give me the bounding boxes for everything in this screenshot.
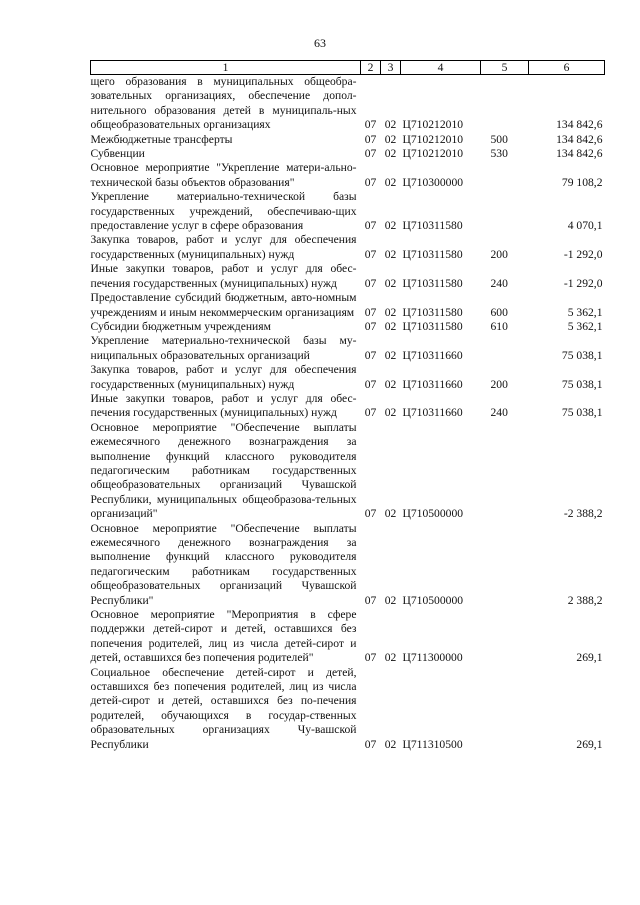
table-row [91,666,605,752]
row-section: 07 [364,219,377,233]
table-row [91,522,605,608]
row-section: 07 [364,305,377,319]
row-amount: 5 362,1 [567,305,603,319]
row-target-code: Ц710500000 [402,507,464,521]
row-name: Субвенции [90,147,145,161]
row-subsection: 02 [384,219,397,233]
row-amount: 269,1 [576,651,603,665]
row-amount: 134 842,6 [556,147,603,161]
row-target-code: Ц710311660 [402,377,463,391]
row-subsection: 02 [384,406,397,420]
row-name: Субсидии бюджетным учреждениям [90,319,271,333]
row-amount: 75 038,1 [561,377,603,391]
row-name: Основное мероприятие "Обеспечение выплаты ежемесячного денежного вознаграждения за выполнение функций классного руководителя педагогическим работникам государственных общеобразовательных организаций Чувашской Республики, муниципальных общеобразова-тельных организаций" [90,420,357,521]
row-name: Социальное обеспечение детей-сирот и детей, оставшихся без попечения родителей, лиц из числа детей-сирот и детей, оставшихся без по-печения родителей, обучающихся в государ-ственных образовательных организациях Чу-вашской Республики [90,665,357,751]
row-section: 07 [364,377,377,391]
table-body [91,75,605,753]
table-row [91,147,605,161]
row-section: 07 [364,118,377,132]
row-subsection: 02 [384,305,397,319]
row-target-code: Ц710311580 [402,319,463,333]
row-expense-type: 240 [490,276,508,290]
row-section: 07 [364,507,377,521]
row-amount: 5 362,1 [567,319,603,333]
row-name: Укрепление материально-технической базы государственных учреждений, обеспечиваю-щих предоставление услуг в сфере образования [90,190,357,233]
column-number: 1 [91,61,361,75]
column-number: 5 [481,61,529,75]
row-section: 07 [364,348,377,362]
row-section: 07 [364,651,377,665]
row-subsection: 02 [384,593,397,607]
table-row [91,75,605,133]
row-expense-type [481,190,529,233]
table-row [91,363,605,392]
table-row [91,334,605,363]
row-subsection: 02 [384,132,397,146]
row-section: 07 [364,276,377,290]
row-target-code: Ц710311580 [402,305,463,319]
row-name: Основное мероприятие "Укрепление матери-ально-технической базы объектов образования" [90,161,357,189]
row-name: Закупка товаров, работ и услуг для обеспечения государственных (муниципальных) нужд [90,233,357,261]
row-expense-type: 600 [490,305,508,319]
row-expense-type: 200 [490,377,508,391]
row-expense-type [481,522,529,608]
row-amount: 269,1 [576,737,603,751]
row-expense-type: 240 [490,406,508,420]
column-number: 4 [401,61,481,75]
row-target-code: Ц710311580 [402,276,463,290]
row-subsection: 02 [384,319,397,333]
row-subsection: 02 [384,118,397,132]
row-amount: -2 388,2 [563,507,603,521]
row-expense-type [481,161,529,190]
row-target-code: Ц710212010 [402,132,464,146]
row-section: 07 [364,247,377,261]
column-number: 2 [361,61,381,75]
row-expense-type [481,666,529,752]
row-target-code: Ц710311660 [402,348,463,362]
row-section: 07 [364,132,377,146]
row-expense-type [481,608,529,666]
row-expense-type [481,421,529,522]
row-expense-type: 610 [490,319,508,333]
row-name: щего образования в муниципальных общеобра-зовательных организациях, обеспечение допол-нительного образования детей в муниципаль-ных общеобразовательных организациях [90,75,357,132]
table-row [91,262,605,291]
table-row [91,161,605,190]
row-amount: -1 292,0 [563,247,603,261]
column-number: 3 [381,61,401,75]
column-number: 6 [529,61,605,75]
row-name: Закупка товаров, работ и услуг для обеспечения государственных (муниципальных) нужд [90,363,357,391]
row-subsection: 02 [384,276,397,290]
row-name: Межбюджетные трансферты [90,132,233,146]
row-name: Предоставление субсидий бюджетным, авто-номным учреждениям и иным некоммерческим организациям [90,291,357,319]
table-row [91,608,605,666]
row-amount: 75 038,1 [561,348,603,362]
row-target-code: Ц710311580 [402,219,463,233]
row-subsection: 02 [384,147,397,161]
table-row [91,233,605,262]
row-target-code: Ц710311660 [402,406,463,420]
row-subsection: 02 [384,377,397,391]
column-number-row [91,61,605,75]
row-subsection: 02 [384,175,397,189]
row-section: 07 [364,593,377,607]
row-name: Иные закупки товаров, работ и услуг для обес-печения государственных (муниципальных) нужд [90,262,357,290]
row-expense-type [481,75,529,133]
row-subsection: 02 [384,507,397,521]
row-target-code: Ц711310500 [402,737,463,751]
row-target-code: Ц710212010 [402,147,464,161]
row-target-code: Ц710212010 [402,118,464,132]
row-name: Укрепление материально-технической базы му-ниципальных образовательных организаций [90,334,357,362]
row-amount: -1 292,0 [563,276,603,290]
row-amount: 79 108,2 [561,175,603,189]
row-section: 07 [364,737,377,751]
row-amount: 134 842,6 [556,118,603,132]
page-number: 63 [314,36,326,50]
row-expense-type: 500 [490,132,508,146]
row-subsection: 02 [384,247,397,261]
row-amount: 4 070,1 [567,219,603,233]
row-expense-type: 530 [490,147,508,161]
row-target-code: Ц710500000 [402,593,464,607]
row-subsection: 02 [384,348,397,362]
row-target-code: Ц710311580 [402,247,463,261]
row-subsection: 02 [384,737,397,751]
row-section: 07 [364,147,377,161]
table-row [91,133,605,147]
table-row [91,190,605,233]
budget-table [90,60,605,752]
table-row [91,291,605,320]
row-expense-type: 200 [490,247,508,261]
table-row [91,421,605,522]
row-amount: 134 842,6 [556,132,603,146]
row-amount: 2 388,2 [567,593,603,607]
row-section: 07 [364,406,377,420]
row-name: Основное мероприятие "Мероприятия в сфере поддержки детей-сирот и детей, оставшихся без попечения родителей, лиц из числа детей-сирот и детей, оставшихся без попечения родителей" [90,608,357,665]
row-section: 07 [364,175,377,189]
row-expense-type [481,334,529,363]
row-target-code: Ц711300000 [402,651,463,665]
table-row [91,320,605,334]
row-amount: 75 038,1 [561,406,603,420]
row-target-code: Ц710300000 [402,175,464,189]
row-name: Иные закупки товаров, работ и услуг для обес-печения государственных (муниципальных) нужд [90,391,357,420]
table-row [91,392,605,421]
row-section: 07 [364,319,377,333]
row-subsection: 02 [384,651,397,665]
row-name: Основное мероприятие "Обеспечение выплаты ежемесячного денежного вознаграждения за выполнение функций классного руководителя педагогическим работникам государственных общеобразовательных организаций Чувашской Республики" [90,521,357,607]
